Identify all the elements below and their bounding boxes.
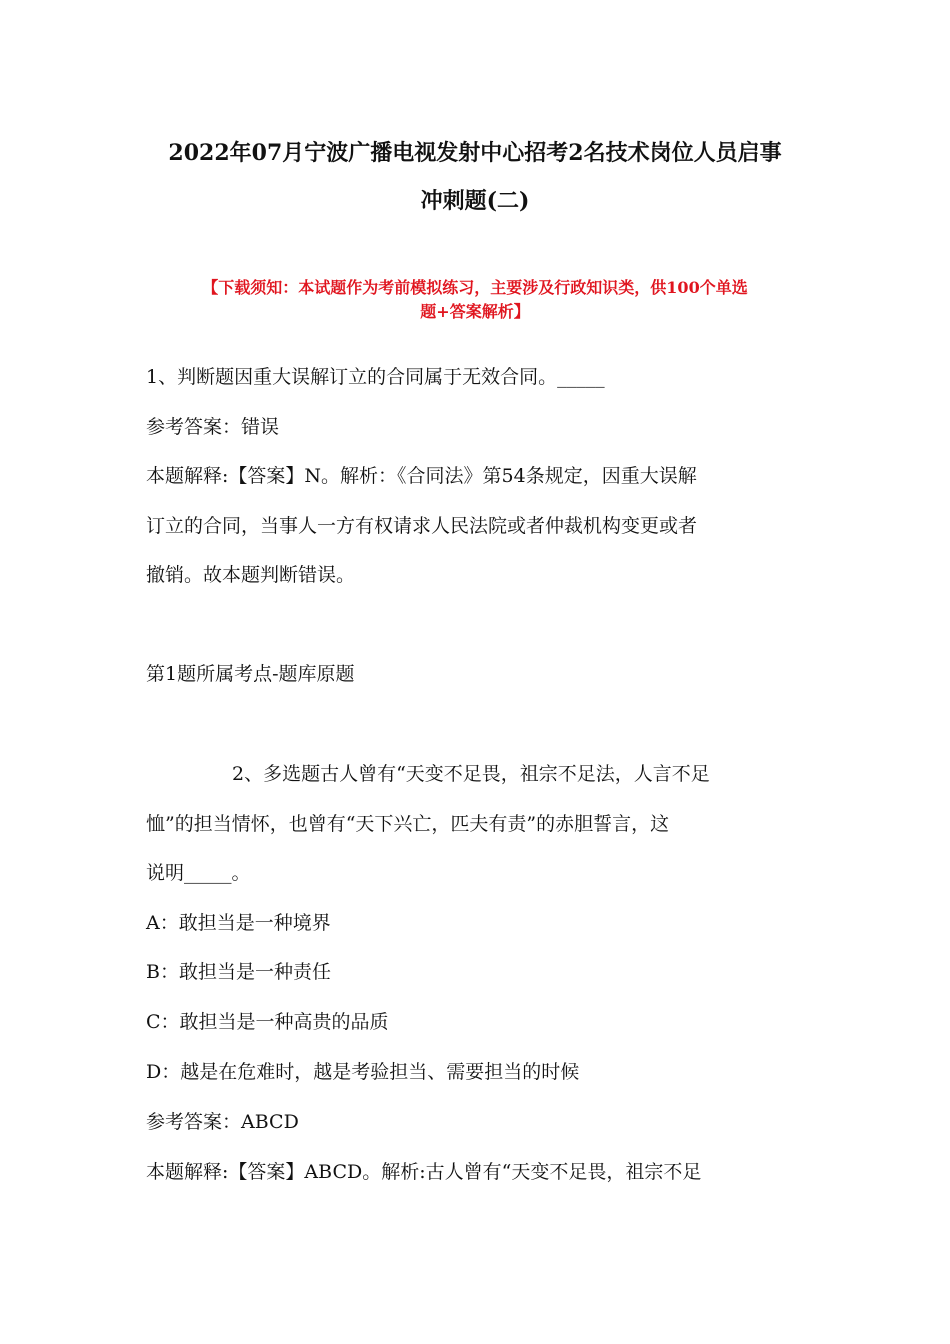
download-notice-line-1: 【下载须知：本试题作为考前模拟练习，主要涉及行政知识类，供100个单选 <box>202 278 748 297</box>
q1-explanation-line-3: 撤销。故本题判断错误。 <box>146 564 356 586</box>
q1-question: 1、判断题因重大误解订立的合同属于无效合同。_____ <box>146 366 605 388</box>
q2-option-a: A：敢担当是一种境界 <box>146 912 331 934</box>
q2-question-line-2: 恤”的担当情怀，也曾有“天下兴亡，匹夫有责”的赤胆誓言，这 <box>146 813 670 835</box>
q2-option-d: D：越是在危难时，越是考验担当、需要担当的时候 <box>146 1061 580 1083</box>
q1-explanation-line-2: 订立的合同，当事人一方有权请求人民法院或者仲裁机构变更或者 <box>146 515 698 537</box>
q2-explanation-line-1: 本题解释:【答案】ABCD。解析:古人曾有“天变不足畏，祖宗不足 <box>146 1161 702 1183</box>
q1-source: 第1题所属考点-题库原题 <box>146 663 355 685</box>
q2-question-line-3: 说明_____。 <box>146 862 251 884</box>
q1-explanation-line-1: 本题解释:【答案】N。解析：《合同法》第54条规定，因重大误解 <box>146 465 697 487</box>
q2-answer: 参考答案：ABCD <box>146 1111 299 1133</box>
q1-answer: 参考答案：错误 <box>146 416 280 438</box>
download-notice-line-2: 题+答案解析】 <box>420 302 530 321</box>
q2-option-b: B：敢担当是一种责任 <box>146 961 331 983</box>
document-title-line-2: 冲刺题(二) <box>420 188 530 214</box>
q2-option-c: C：敢担当是一种高贵的品质 <box>146 1011 389 1033</box>
document-title-line-1: 2022年07月宁波广播电视发射中心招考2名技术岗位人员启事 <box>168 140 782 166</box>
q2-question-line-1: 2、多选题古人曾有“天变不足畏，祖宗不足法，人言不足 <box>232 763 710 785</box>
